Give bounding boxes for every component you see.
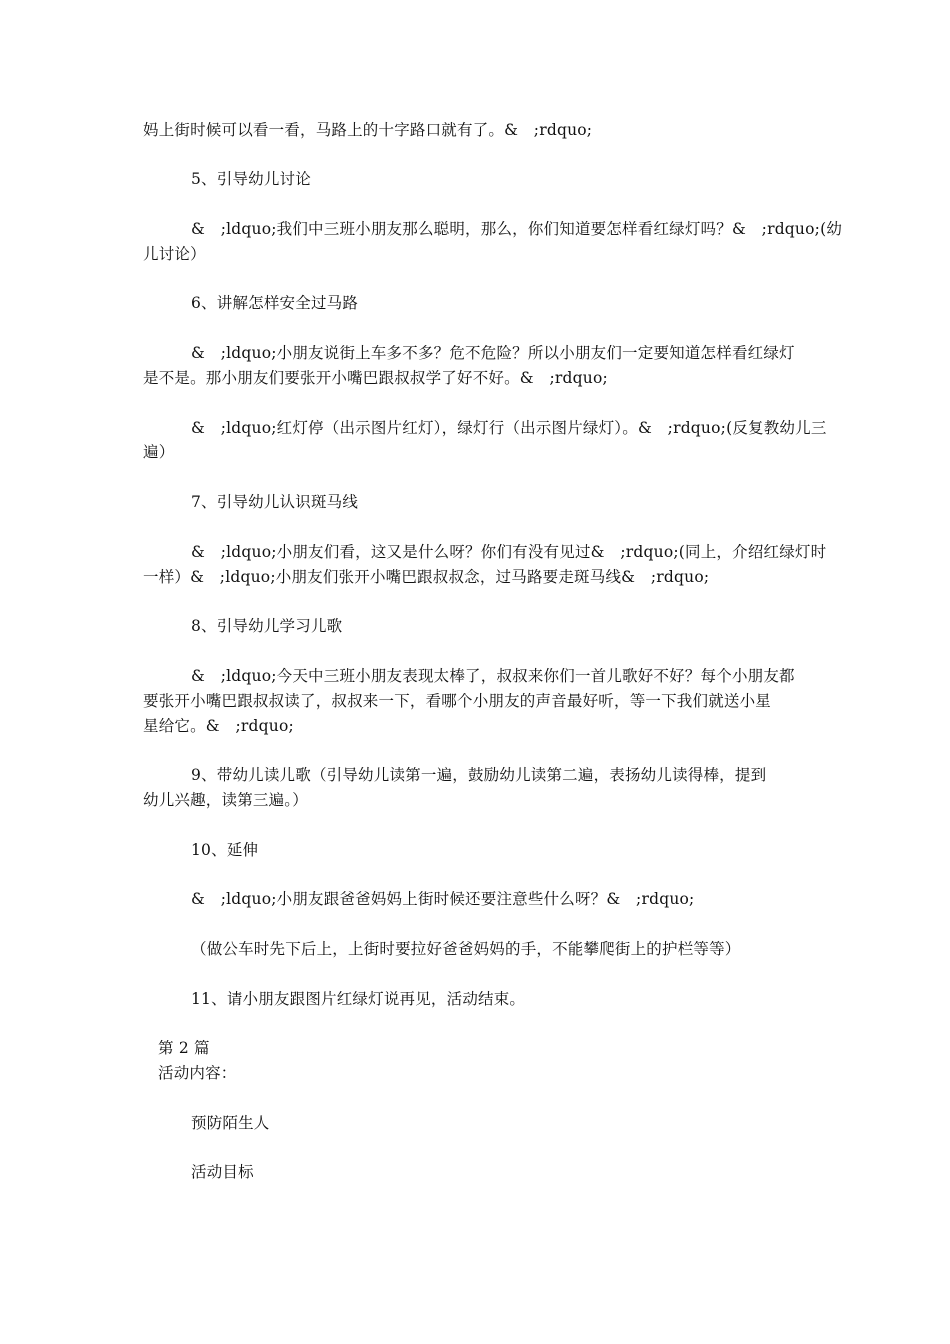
- text-line: 活动内容：: [158, 1064, 237, 1082]
- text-line: 星给它。& ;rdquo;: [143, 717, 294, 735]
- text-line: 一样）& ;ldquo;小朋友们张开小嘴巴跟叔叔念，过马路要走斑马线& ;rdquo;: [143, 568, 710, 586]
- text-line: 幼儿兴趣，读第三遍。）: [143, 791, 308, 809]
- text-line: 儿讨论）: [143, 245, 206, 263]
- text-line: 要张开小嘴巴跟叔叔读了，叔叔来一下，看哪个小朋友的声音最好听，等一下我们就送小星: [143, 692, 772, 710]
- chapter-heading: 第 2 篇: [158, 1039, 210, 1057]
- section-heading: 8、引导幼儿学习儿歌: [191, 617, 343, 635]
- text-line: 遍）: [143, 443, 175, 461]
- text-line: & ;ldquo;红灯停（出示图片红灯），绿灯行（出示图片绿灯）。& ;rdquo;(反复教幼儿三: [191, 419, 827, 437]
- text-line: & ;ldquo;小朋友们看，这又是什么呀？你们有没有见过& ;rdquo;(同上，介绍红绿灯时: [191, 543, 827, 561]
- section-heading: 7、引导幼儿认识斑马线: [191, 493, 359, 511]
- text-line: 是不是。那小朋友们要张开小嘴巴跟叔叔学了好不好。& ;rdquo;: [143, 369, 608, 387]
- section-heading: 5、引导幼儿讨论: [191, 170, 311, 188]
- section-heading: 10、延伸: [191, 841, 259, 859]
- text-line: 预防陌生人: [191, 1114, 270, 1132]
- section-heading: 11、请小朋友跟图片红绿灯说再见，活动结束。: [191, 990, 526, 1008]
- text-line: & ;ldquo;小朋友说街上车多不多？危不危险？所以小朋友们一定要知道怎样看红绿灯: [191, 344, 795, 362]
- text-line: & ;ldquo;今天中三班小朋友表现太棒了，叔叔来你们一首儿歌好不好？每个小朋友都: [191, 667, 795, 685]
- text-line: 9、带幼儿读儿歌（引导幼儿读第一遍，鼓励幼儿读第二遍，表扬幼儿读得棒，提到: [191, 766, 767, 784]
- text-line: & ;ldquo;小朋友跟爸爸妈妈上街时候还要注意些什么呀？& ;rdquo;: [191, 890, 695, 908]
- text-line: & ;ldquo;我们中三班小朋友那么聪明，那么，你们知道要怎样看红绿灯吗？& ;rdquo;(幼: [191, 220, 843, 238]
- text-line: 活动目标: [191, 1163, 254, 1181]
- text-line: 妈上街时候可以看一看，马路上的十字路口就有了。& ;rdquo;: [143, 121, 593, 139]
- text-line: （做公车时先下后上，上街时要拉好爸爸妈妈的手，不能攀爬街上的护栏等等）: [191, 940, 741, 958]
- section-heading: 6、讲解怎样安全过马路: [191, 294, 359, 312]
